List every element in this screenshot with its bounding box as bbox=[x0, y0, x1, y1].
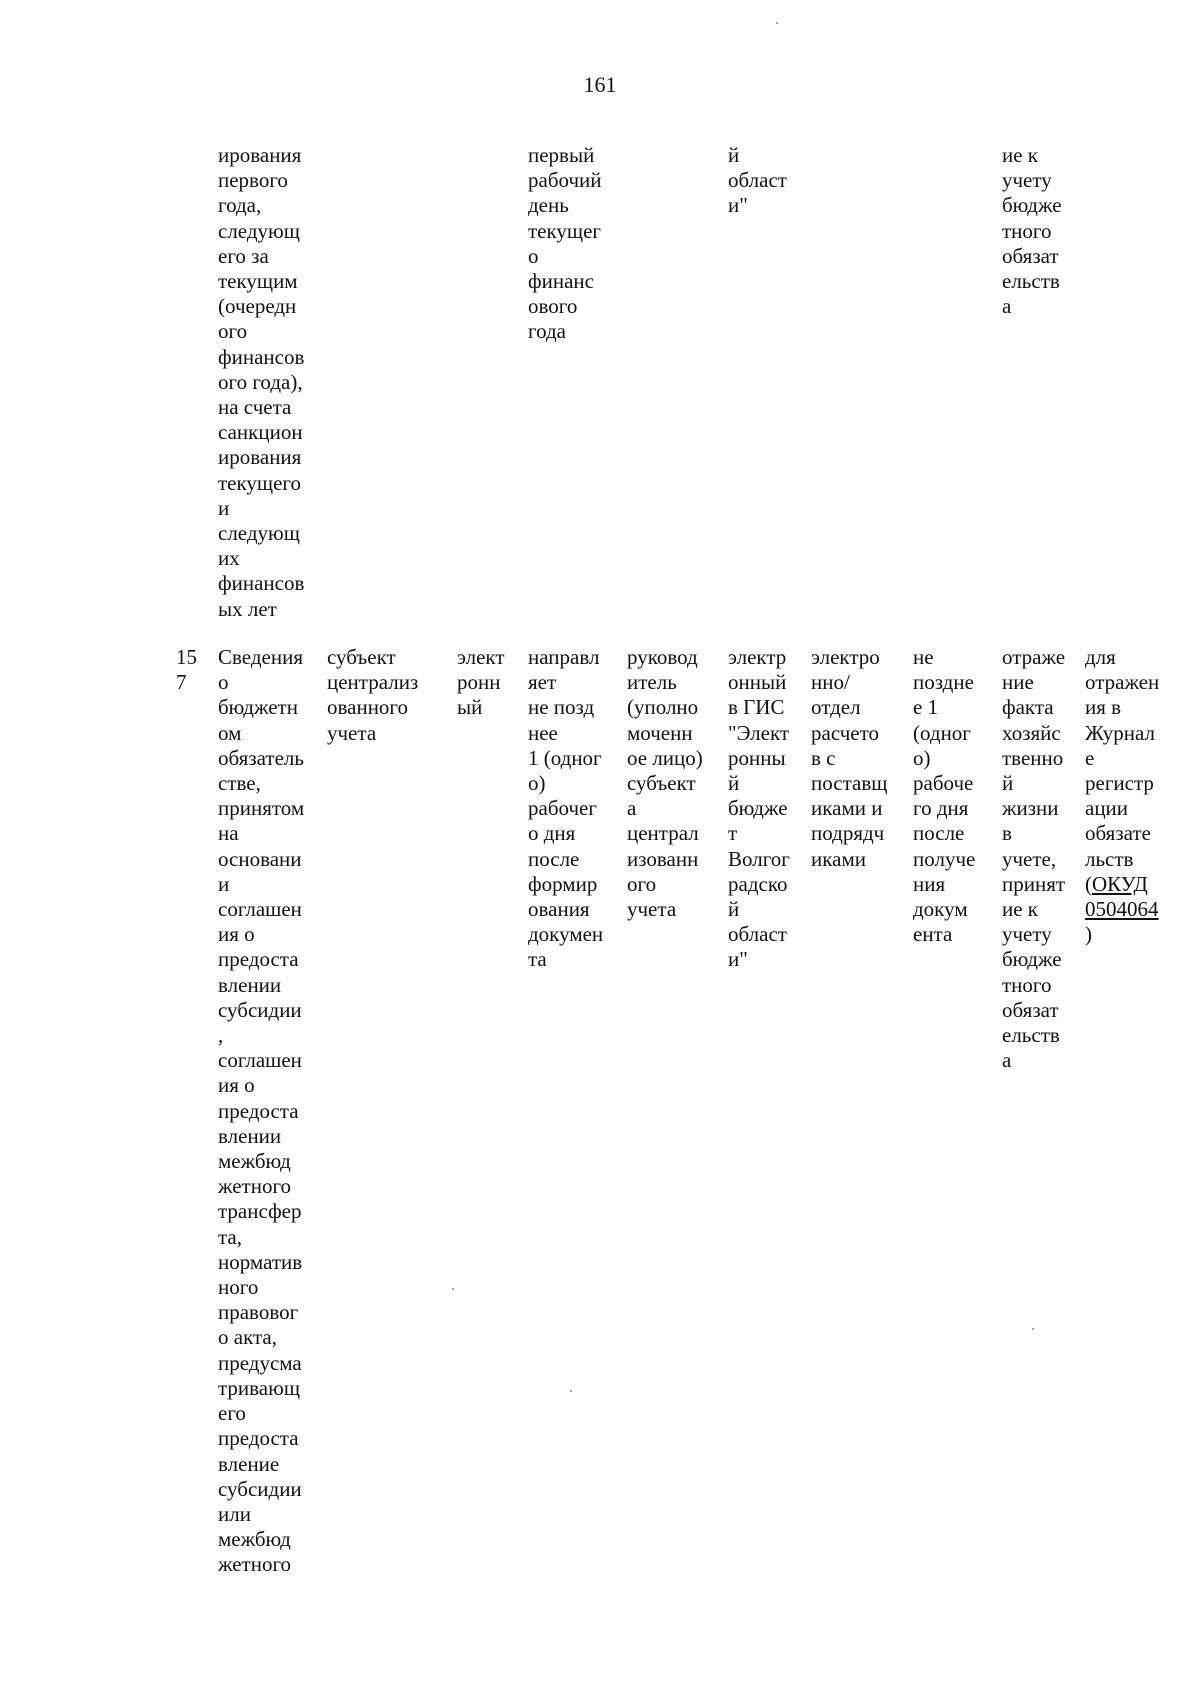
okud-link[interactable]: ОКУД 0504064 bbox=[1085, 871, 1159, 922]
continued-cell-reflection: ие к учету бюдже тного обязат ельств а bbox=[1002, 143, 1062, 319]
row-157-form: элект ронн ый bbox=[457, 645, 505, 720]
continued-cell-deadline: первый рабочий день текущег о финанс ового года bbox=[528, 143, 602, 344]
page-number: 161 bbox=[583, 72, 617, 97]
continued-cell-name: ирования первого года, следующ его за текущим (очередн ого финансов ого года), на счета санкцион ирования текущего и следующ их финансов ых лет bbox=[218, 143, 305, 621]
row-157-deadline-send: направл яет не позд нее 1 (одног о) рабочег о дня после формир ования докумен та bbox=[528, 645, 604, 972]
row-157-recipient: электро нно/ отдел расчето в с поставщ иками и подрядч иками bbox=[811, 645, 888, 871]
row-157-reflection: отраже ние факта хозяйс твенно й жизни в учете, принят ие к учету бюдже тного обязат ельств а bbox=[1002, 645, 1066, 1073]
scan-speck bbox=[776, 22, 778, 24]
row-157-system: электр онный в ГИС "Элект ронны й бюдже т Волгог радско й област и" bbox=[728, 645, 790, 972]
scan-speck bbox=[452, 1288, 454, 1290]
scan-speck bbox=[570, 1390, 572, 1392]
purpose-text: для отражен ия в Журнал е регистр ации обязате льств ( bbox=[1085, 645, 1160, 896]
row-157-who-prepares: субъект централиз ованного учета bbox=[327, 645, 419, 745]
row-157-number: 15 7 bbox=[176, 645, 197, 695]
purpose-close: ) bbox=[1085, 922, 1092, 947]
row-157-purpose bbox=[1085, 645, 1159, 947]
row-157-deadline-process: не поздне е 1 (одног о) рабоче го дня после получе ния докум ента bbox=[913, 645, 976, 947]
continued-cell-system: й област и" bbox=[728, 143, 787, 218]
scan-speck bbox=[1032, 1328, 1034, 1330]
row-157-signer: руковод итель (уполно моченн ое лицо) субъект а централ изованн ого учета bbox=[627, 645, 703, 922]
row-157-name: Сведения о бюджетн ом обязатель стве, принятом на основани и соглашен ия о предоста влении субсидии , соглашен ия о предоста влении межбюд жетного трансфер та, норматив ного правовог о акта, предусма тривающ его предоста вление субсидии или межбюд жетного bbox=[218, 645, 305, 1577]
